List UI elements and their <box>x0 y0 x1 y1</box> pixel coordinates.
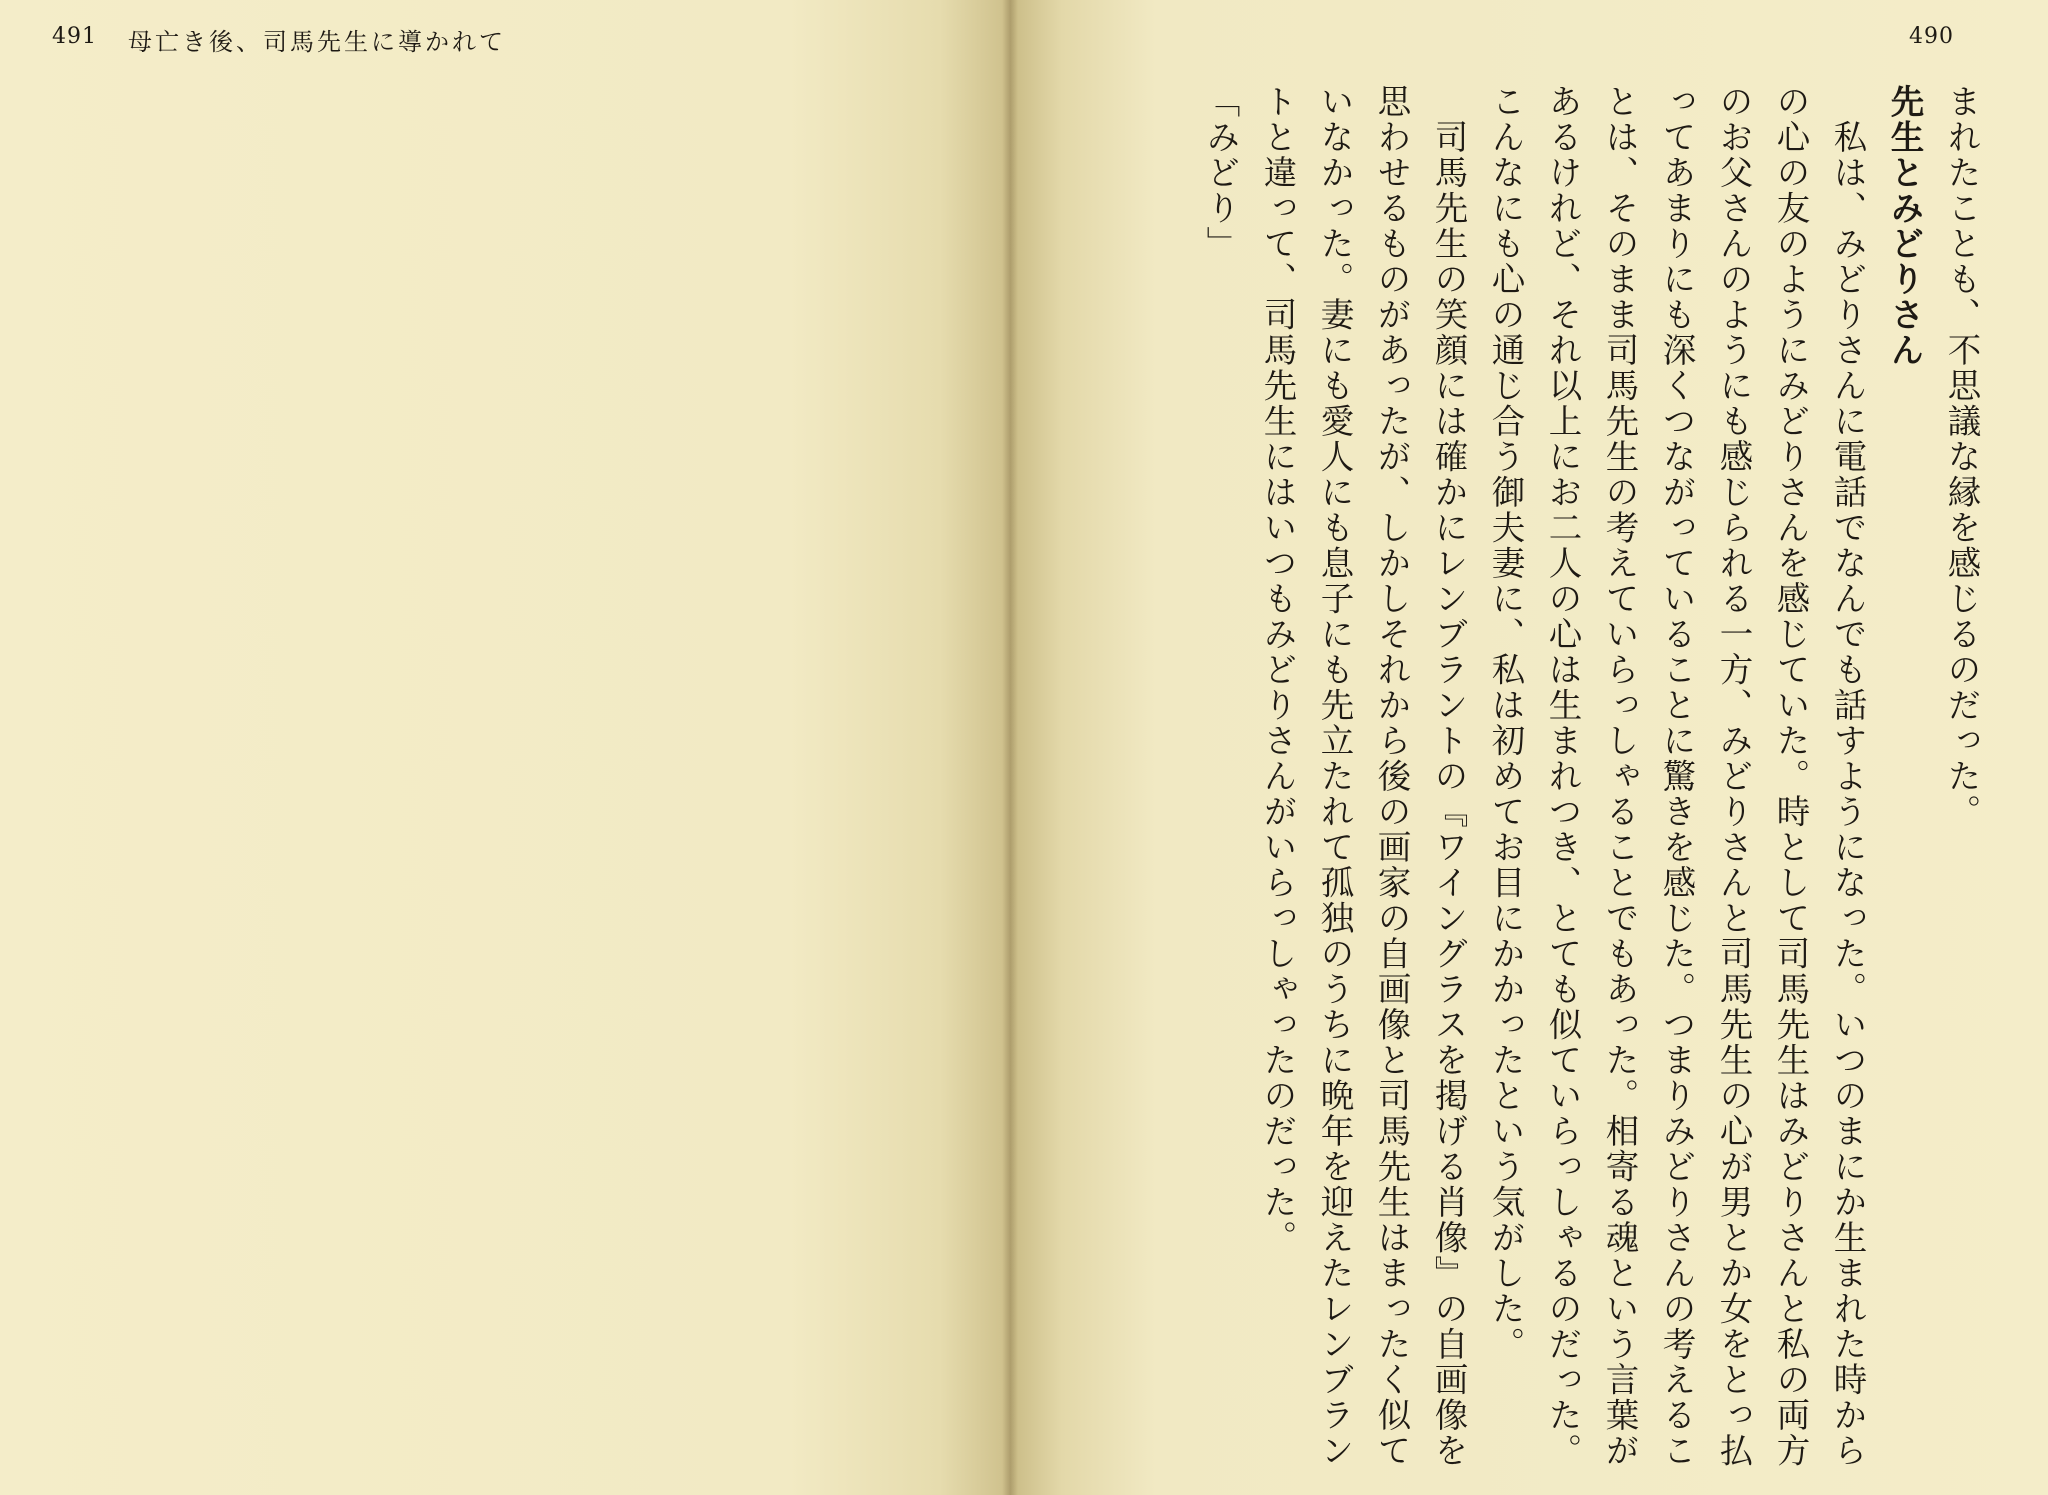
text-line: 「みどり」 <box>1201 84 1240 262</box>
text-line: の心の友のようにみどりさんを感じていた。時として司馬先生はみどりさんと私の両方 <box>1771 84 1810 1469</box>
running-head: 母亡き後、司馬先生に導かれて <box>128 28 506 56</box>
text-line: まれたことも、不思議な縁を感じるのだった。 <box>1942 84 1981 830</box>
text-line: いなかった。妻にも愛人にも息子にも先立たれて孤独のうちに晩年を迎えたレンブラン <box>1315 84 1354 1469</box>
text-line: 思わせるものがあったが、しかしそれから後の画家の自画像と司馬先生はまったく似て <box>1372 84 1411 1469</box>
text-line: 司馬先生の笑顔には確かにレンブラントの『ワイングラスを掲げる肖像』の自画像を <box>1429 84 1468 1469</box>
section-heading: 先生とみどりさん <box>1885 84 1924 368</box>
right-page <box>1010 0 2048 1495</box>
text-line: 私は、みどりさんに電話でなんでも話すようになった。いつのまにか生まれた時から <box>1828 84 1867 1469</box>
text-line: あるけれど、それ以上にお二人の心は生まれつき、とても似ていらっしゃるのだった。 <box>1543 84 1582 1469</box>
right-page-body <box>1192 84 1990 1469</box>
text-line: ってあまりにも深くつながっていることに驚きを感じた。つまりみどりさんの考えるこ <box>1657 84 1696 1469</box>
text-line: トと違って、司馬先生にはいつもみどりさんがいらっしゃったのだった。 <box>1258 84 1297 1256</box>
page-number-left: 491 <box>52 24 97 49</box>
text-line: のお父さんのようにも感じられる一方、みどりさんと司馬先生の心が男とか女をとっ払 <box>1714 84 1753 1469</box>
book-gutter <box>1002 0 1018 1495</box>
text-line: とは、そのまま司馬先生の考えていらっしゃることでもあった。相寄る魂という言葉が <box>1600 84 1639 1469</box>
page-number-right: 490 <box>1909 24 1954 49</box>
left-page <box>0 0 1010 1495</box>
text-line: こんなにも心の通じ合う御夫妻に、私は初めてお目にかかったという気がした。 <box>1486 84 1525 1362</box>
